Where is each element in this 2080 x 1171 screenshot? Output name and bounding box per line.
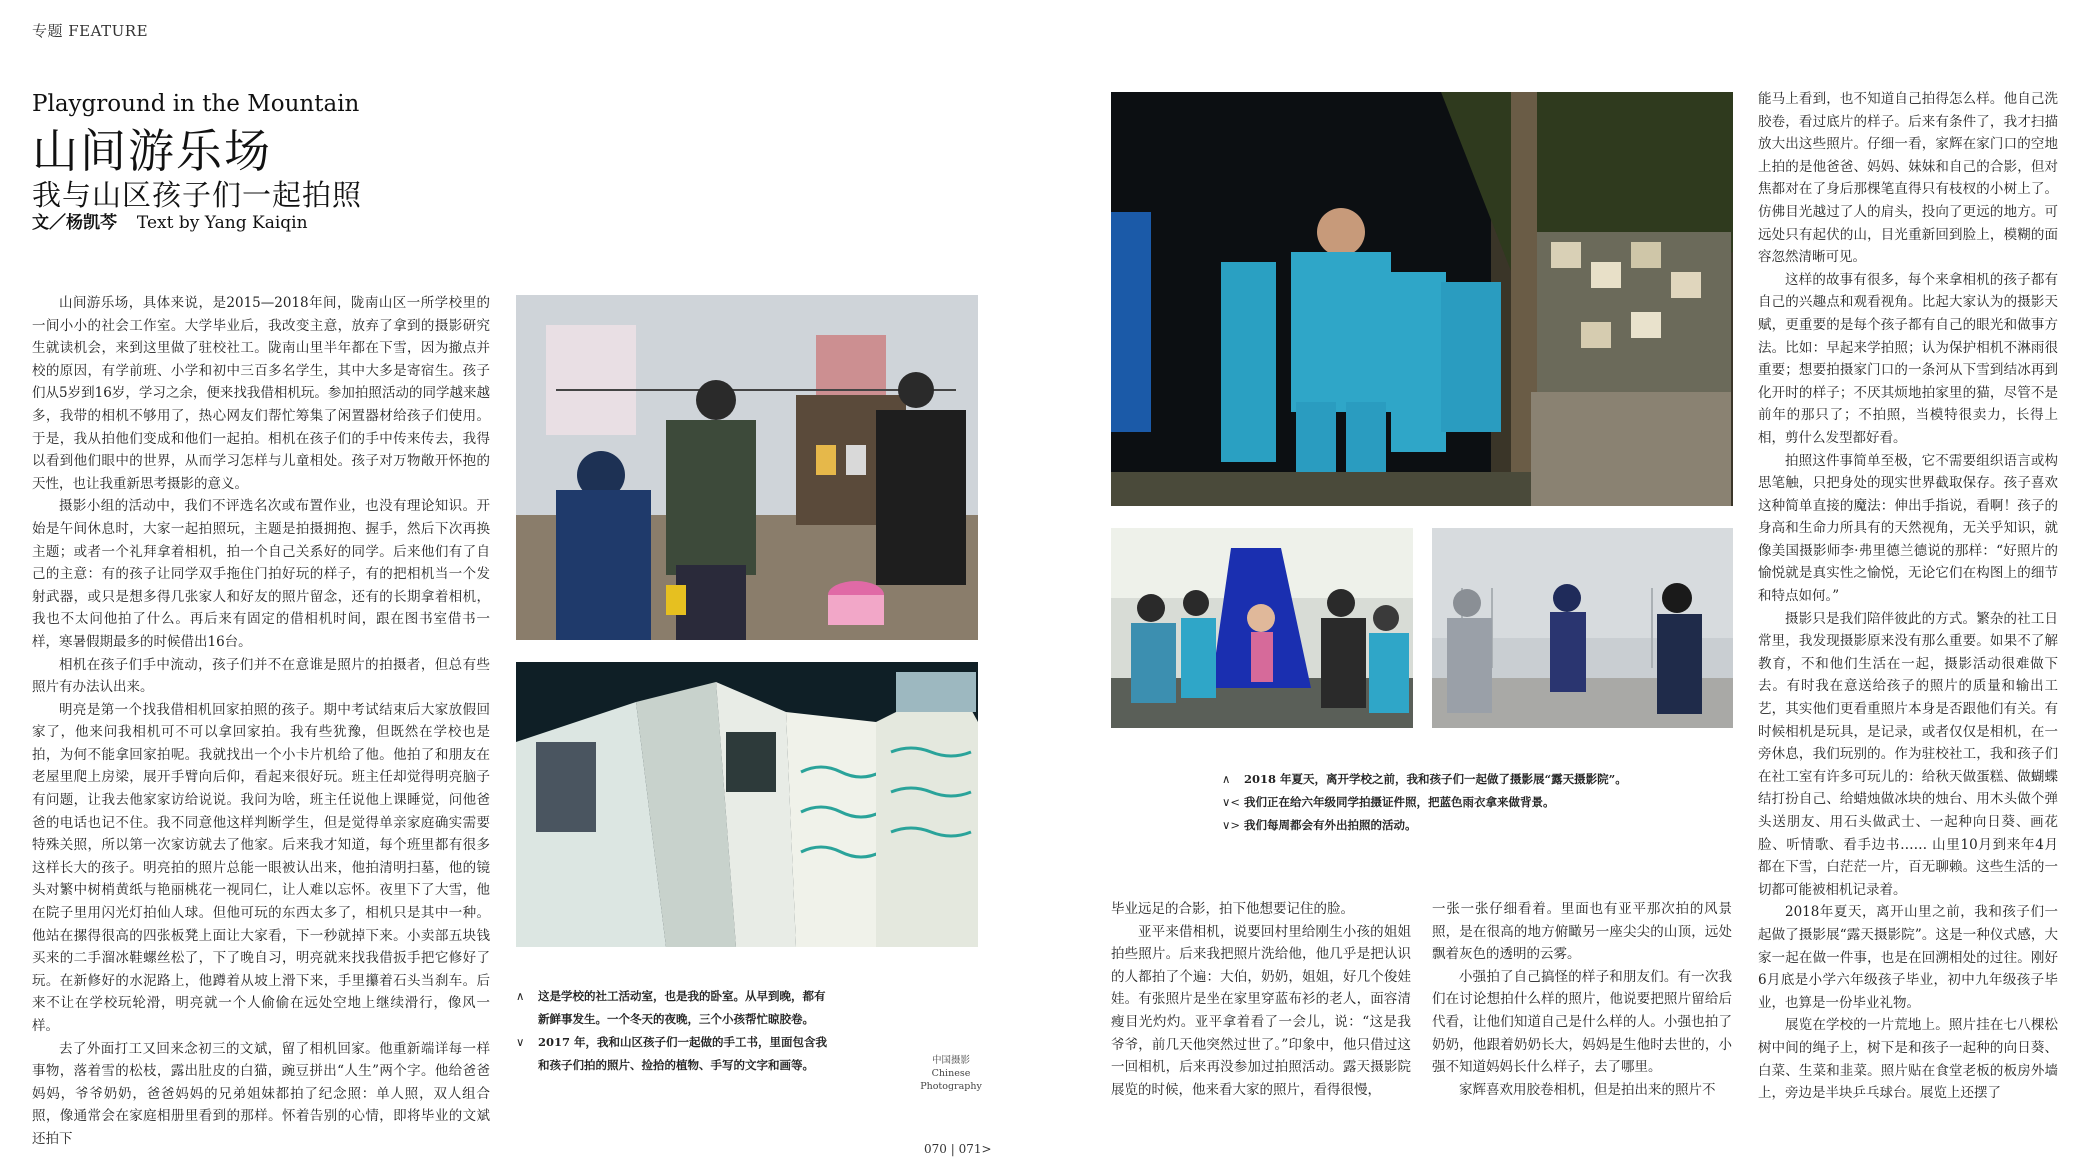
paragraph: 拍照这件事简单至极，它不需要组织语言或构思笔触，只把身处的现实世界截取保存。孩子喜欢这种简单直接的魔法：伸出手指说，看啊！孩子的身高和生命力所具有的天然视角，无关乎知识，就像美国摄影师李·弗里德兰德说的那样：“好照片的愉悦就是真实性之愉悦，无论它们在构图上的细节和特点如何。” (1758, 452, 2058, 605)
body-column-3 (1432, 898, 1732, 1101)
photo-handmade-book (516, 662, 978, 947)
paragraph: 一张一张仔细看着。里面也有亚平那次拍的风景照，是在很高的地方俯瞰另一座尖尖的山顶，远处飘着灰色的透明的云雾。 (1432, 901, 1732, 963)
caption-line (1222, 791, 1742, 814)
photo-blue-raincoat (1111, 528, 1413, 728)
paragraph: 明亮是第一个找我借相机回家拍照的孩子。期中考试结束后大家放假回家了，他来问我相机可不可以拿回家拍。我有些犹豫，但既然在学校也是拍，为何不能拿回家拍呢。我就找出一个小卡片机给了他。他拍了和朋友在老屋里爬上房梁，展开手臂向后仰，看起来很好玩。班主任却觉得明亮脑子有问题，让我去他家家访给说说。我问为啥，班主任说他上课睡觉，问他爸爸的电话也记不住。我不同意他这样判断学生，但是觉得单亲家庭确实需要特殊关照，所以第一次家访就去了他家。后来我才知道，每个班里都有很多这样长大的孩子。明亮拍的照片总能一眼被认出来，他拍清明扫墓，他的镜头对繁中树梢黄纸与艳丽桃花一视同仁，让人难以忘怀。夜里下了大雪，他在院子里用闪光灯拍仙人球。但他可玩的东西太多了，相机只是其中一种。他站在摞得很高的四张板凳上面让大家看，下一秒就掉下来。小卖部五块钱买来的二手溜冰鞋螺丝松了，下了晚自习，明亮就来找我借扳手把它修好了玩。在新修好的水泥路上，他蹲着从坡上滑下来，手里攥着石头当刹车。后来不让在学校玩轮滑，明亮就一个人偷偷在远处空地上继续滑行，像风一样。 (32, 701, 490, 1034)
subtitle: 我与山区孩子们一起拍照 (32, 178, 363, 212)
body-column-1 (32, 292, 490, 1151)
caption-left (516, 985, 836, 1077)
caption-mark: ∧ (516, 989, 525, 1003)
photo-outdoor-exhibition (1111, 92, 1733, 506)
section-tag: 专题 FEATURE (32, 22, 149, 40)
paragraph: 展览在学校的一片荒地上。照片挂在七八棵松树中间的绳子上，树下是和孩子一起种的向日葵、白菜、生菜和韭菜。照片贴在食堂老板的板房外墙上，旁边是半块乒乓球台。展览上还摆了 (1758, 1017, 2058, 1102)
paragraph: 摄影小组的活动中，我们不评选名次或布置作业，也没有理论知识。开始是午间休息时，大家一起拍照玩，主题是拍摄拥抱、握手，然后下次再换主题；或者一个礼拜拿着相机，拍一个自己关系好的同学。后来他们有了自己的主意：有的孩子让同学双手拖住门拍好玩的样子，有的把相机当一个发射武器，或只是想多得几张家人和好友的照片留念，还有的长期拿着相机，我也不太问他拍了什么。再后来有固定的借相机时间，跟在图书室借书一样，寒暑假期最多的时候借出16台。 (32, 498, 490, 650)
magazine-credit (916, 1054, 986, 1093)
paragraph: 家辉喜欢用胶卷相机，但是拍出来的照片不 (1459, 1081, 1716, 1098)
caption-mark: ∨< (1222, 795, 1241, 809)
paragraph: 亚平来借相机，说要回村里给刚生小孩的姐姐拍些照片。后来我把照片洗给他，他几乎是把认识的人都拍了个遍：大伯，奶奶，姐姐，好几个俊娃娃。有张照片是坐在家里穿蓝布衫的老人，面容清瘦目光灼灼。亚平拿着看了一会儿，说：“这是我爷爷，前几天他突然过世了。”印象中，他只借过这一回相机，后来再没参加过拍照活动。露天摄影院展览的时候，他来看大家的照片，看得很慢， (1111, 923, 1411, 1098)
photo-foggy-outing (1432, 528, 1733, 728)
caption-text: 新鲜事发生。一个冬天的夜晚，三个小孩帮忙晾胶卷。 (538, 1012, 814, 1026)
paragraph: 2018年夏天，离开山里之前，我和孩子们一起做了摄影展“露天摄影院”。这是一种仪式感，大家一起在做一件事，也是在回溯相处的过往。刚好6月底是小学六年级孩子毕业，初中九年级孩子毕业，也算是一份毕业礼物。 (1758, 904, 2058, 1011)
paragraph: 去了外面打工又回来念初三的文斌，留了相机回家。他重新端详每一样事物，落着雪的松枝，露出肚皮的白猫，豌豆拼出“人生”两个字。他给爸爸妈妈，爷爷奶奶，爸爸妈妈的兄弟姐妹都拍了纪念照：单人照，双人组合照，像通常会在家庭相册里看到的那样。怀着告别的心情，即将毕业的文斌还拍下 (32, 1040, 490, 1147)
photo-outdoor-exhibition-image (1111, 92, 1733, 506)
caption-text: 和孩子们拍的照片、捡拾的植物、手写的文字和画等。 (538, 1058, 814, 1072)
title-english: Playground in the Mountain (32, 91, 360, 117)
photo-activity-room (516, 295, 978, 640)
byline-cn: 文／杨凯芩 (32, 213, 117, 233)
caption-line (516, 1008, 836, 1031)
photo-foggy-outing-image (1432, 528, 1733, 728)
caption-line (516, 1031, 836, 1054)
caption-text: 我们每周都会有外出拍照的活动。 (1244, 818, 1417, 832)
credit-line: 中国摄影 (931, 1055, 970, 1066)
body-column-2 (1111, 898, 1411, 1101)
photo-blue-raincoat-image (1111, 528, 1413, 728)
caption-line (1222, 768, 1742, 791)
caption-line (516, 1054, 836, 1077)
byline-en: Text by Yang Kaiqin (136, 213, 308, 233)
caption-text: 这是学校的社工活动室，也是我的卧室。从早到晚，都有 (538, 989, 826, 1003)
caption-text: 我们正在给六年级同学拍摄证件照，把蓝色雨衣拿来做背景。 (1244, 795, 1555, 809)
paragraph: 山间游乐场，具体来说，是2015—2018年间，陇南山区一所学校里的一间小小的社会工作室。大学毕业后，我改变主意，放弃了拿到的摄影研究生就读机会，来到这里做了驻校社工。陇南山里半年都在下雪，因为撤点并校的原因，有学前班、小学和初中三百多名学生，其中大多是寄宿生。孩子们从5岁到16岁，学习之余，便来找我借相机玩。参加拍照活动的同学越来越多，我带的相机不够用了，热心网友们帮忙筹集了闲置器材给孩子们使用。于是，我从拍他们变成和他们一起拍。相机在孩子们的手中传来传去，我得以看到他们眼中的世界，从而学习怎样与儿童相处。孩子对万物敞开怀抱的天性，也让我重新思考摄影的意义。 (32, 295, 490, 492)
photo-activity-room-image (516, 295, 978, 640)
caption-mark: ∧ (1222, 772, 1231, 786)
caption-mark: ∨ (516, 1035, 525, 1049)
photo-handmade-book-image (516, 662, 978, 947)
caption-right (1222, 768, 1742, 837)
credit-line: Chinese (931, 1068, 971, 1079)
credit-line: Photography (920, 1081, 982, 1092)
body-column-4 (1758, 88, 2058, 1105)
paragraph: 小强拍了自己搞怪的样子和朋友们。有一次我们在讨论想拍什么样的照片，他说要把照片留给后代看，让他们知道自己是什么样的人。小强也拍了奶奶，他跟着奶奶长大，妈妈是生他时去世的，小强不知道妈妈长什么样子，去了哪里。 (1432, 968, 1732, 1076)
paragraph: 毕业远足的合影，拍下他想要记住的脸。 (1111, 901, 1354, 917)
caption-text: 2017 年，我和山区孩子们一起做的手工书，里面包含我 (538, 1035, 828, 1049)
caption-mark: ∨> (1222, 818, 1241, 832)
paragraph: 摄影只是我们陪伴彼此的方式。繁杂的社工日常里，我发现摄影原来没有那么重要。如果不了解教育，不和他们生活在一起，摄影活动很难做下去。有时我在意送给孩子的照片的质量和输出工艺，其实他们更看重照片本身是否跟他们有关。有时候相机是玩具，是记录，或者仅仅是相机，在一旁休息，我们玩别的。作为驻校社工，我和孩子们在社工室有许多可玩儿的：给秋天做蛋糕、做蝴蝶结打扮自己、给蜡烛做冰块的烛台、用木头做个弹头送朋友、用石头做武士、一起种向日葵、画花脸、听情歌、看手边书…… 山里10月到来年4月都在下雪，白茫茫一片，百无聊赖。这些生活的一切都可能被相机记录着。 (1758, 610, 2058, 898)
caption-text: 2018 年夏天，离开学校之前，我和孩子们一起做了摄影展“露天摄影院”。 (1244, 772, 1627, 786)
page-number: 070 | 071> (924, 1142, 992, 1156)
byline (32, 208, 322, 233)
title-chinese: 山间游乐场 (32, 124, 272, 178)
caption-line (1222, 814, 1742, 837)
paragraph: 这样的故事有很多，每个来拿相机的孩子都有自己的兴趣点和观看视角。比起大家认为的摄影天赋，更重要的是每个孩子都有自己的眼光和做事方法。比如：早起来学拍照；认为保护相机不淋雨很重要；想要拍摄家门口的一条河从下雪到结冰再到化开时的样子；不厌其烦地拍家里的猫，尽管不是前年的那只了；不拍照，当模特很卖力，长得上相，剪什么发型都好看。 (1758, 271, 2058, 446)
paragraph: 相机在孩子们手中流动，孩子们并不在意谁是照片的拍摄者，但总有些照片有办法认出来。 (32, 656, 490, 696)
caption-line (516, 985, 836, 1008)
paragraph: 能马上看到，也不知道自己拍得怎么样。他自己洗胶卷，看过底片的样子。后来有条件了，我才扫描放大出这些照片。仔细一看，家辉在家门口的空地上拍的是他爸爸、妈妈、妹妹和自己的合影，但对焦都对在了身后那棵笔直得只有枝杈的小树上了。仿佛目光越过了人的肩头，投向了更远的地方。可远处只有起伏的山，目光重新回到脸上，模糊的面容忽然清晰可见。 (1758, 91, 2058, 266)
